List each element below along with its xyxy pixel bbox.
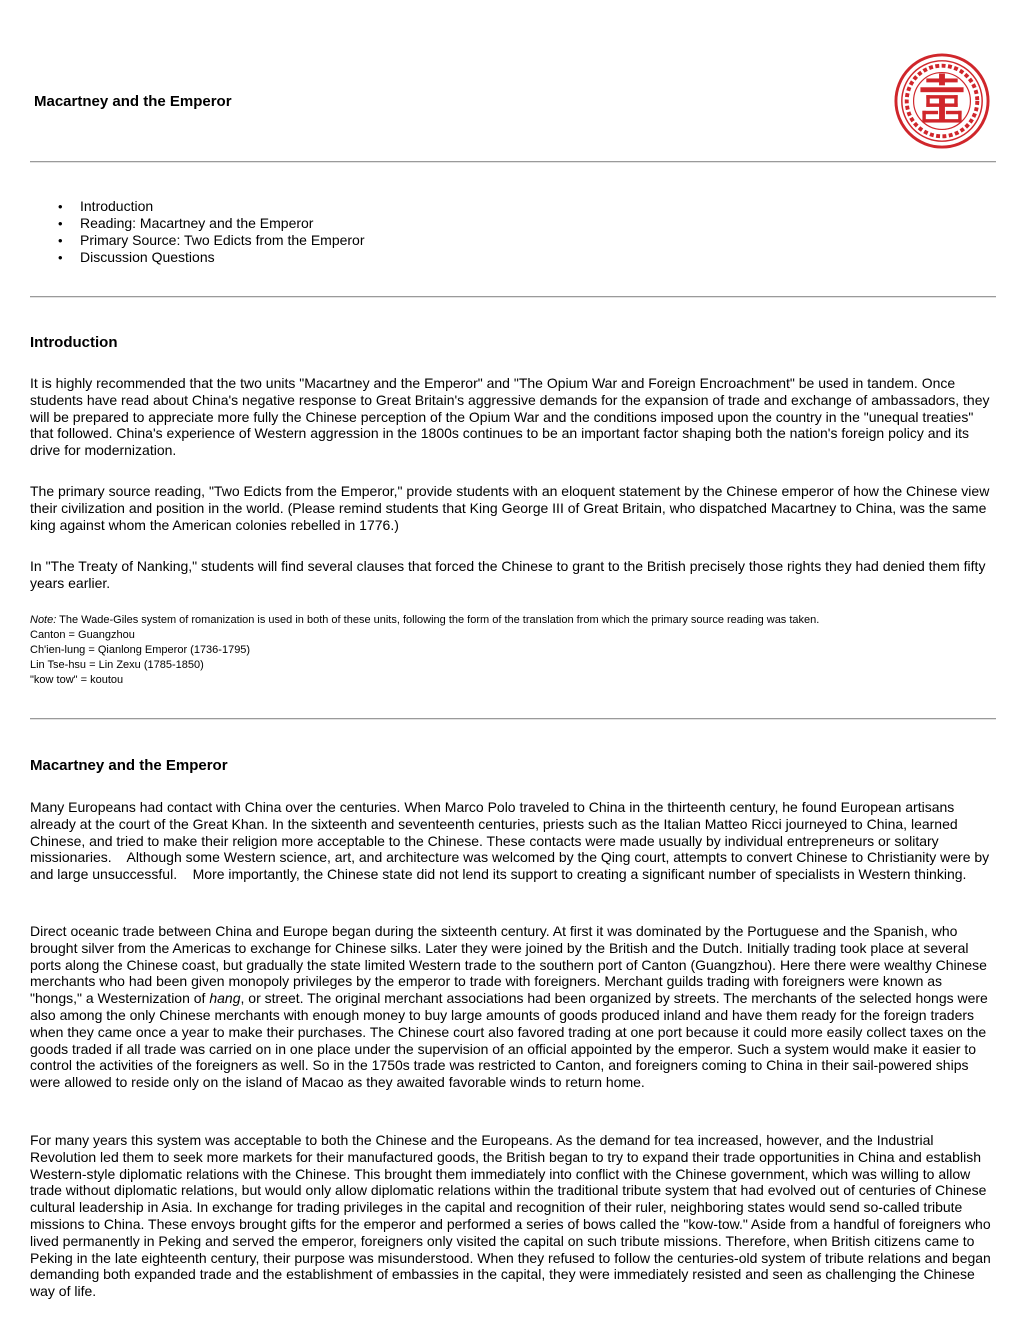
- reading-paragraph: For many years this system was acceptable to both the Chinese and the Europeans. As the demand for tea increased, however, and the Industrial Revolution led them to seek more markets for their manufactured goods, the British began to try to expand their trade opportunities in China and establish Western-style diplomatic relations with the Chinese. This brought them immediately into conflict with the Chinese government, which was willing to allow trade without diplomatic relations, but would only allow diplomatic relations within the traditional tribute system that had evolved out of centuries of Chinese cultural leadership in Asia. In exchange for trading privileges in the capital and recognition of their ruler, neighboring states would send so-called tribute missions to China. These envoys brought gifts for the emperor and performed a series of bows called the "kow-tow." Aside from a handful of foreigners who lived permanently in Peking and served the emperor, foreigners only visited the capital on such tribute missions. Therefore, when British citizens came to Peking in the late eighteenth century, their purpose was misunderstood. When they refused to follow the centuries-old system of tribute relations and began demanding both expanded trade and the establishment of embassies in the capital, they were immediately resisted and seen as challenging the Chinese way of life.: [30, 1132, 991, 1300]
- note-label: Note:: [30, 614, 57, 626]
- romanization-term: Lin Tse-hsu = Lin Zexu (1785-1850): [30, 659, 204, 671]
- romanization-note: [30, 613, 996, 688]
- introduction-heading: Introduction: [30, 334, 118, 351]
- hang-term: hang: [209, 990, 241, 1007]
- reading-text: Direct oceanic trade between China and Europe began during the sixteenth century. At first it was dominated by the Portuguese and the Spanish, who brought silver from the Americas to exchange for Chinese silks. Later they were joined by the British and the Dutch. Initially trading took place at several ports along the Chinese coast, but gradually the state limited Western trade to the southern port of Canton (Guangzhou). Here there were wealthy Chinese merchants who had been given monopoly privileges by the emperor to trade with foreigners. Merchant guilds trading with foreigners were known as "hongs," a Westernization of: [30, 923, 987, 1007]
- introduction-paragraph: It is highly recommended that the two units "Macartney and the Emperor" and "The Opium War and Foreign Encroachment" be used in tandem. Once students have read about China's negative response to Great Britain's aggressive demands for the expansion of trade and exchange of ambassadors, they will be prepared to appreciate more fully the Chinese perception of the Opium War and the conditions imposed upon the country in the "unequal treaties" that followed. China's experience of Western aggression in the 1800s continues to be an important factor shaping both the nation's foreign policy and its drive for modernization.: [30, 375, 990, 459]
- introduction-paragraph: In "The Treaty of Nanking," students will find several clauses that forced the Chinese to grant to the British precisely those rights they had denied them fifty years earlier.: [30, 558, 986, 591]
- romanization-term: Canton = Guangzhou: [30, 629, 135, 641]
- romanization-term: "kow tow" = koutou: [30, 674, 124, 686]
- reading-paragraph: Many Europeans had contact with China over the centuries. When Marco Polo traveled to China in the thirteenth century, he found European artisans already at the court of the Great Khan. In the sixteenth and seventeenth centuries, priests such as the Italian Matteo Ricci journeyed to China, learned Chinese, and tried to make their religion more acceptable to the Chinese. These contacts were made usually by individual entrepreneurs or solitary missionaries. Although some Western science, art, and architecture was welcomed by the Qing court, attempts to convert Chinese to Christianity were by and large unsuccessful. More importantly, the Chinese state did not lend its support to creating a significant number of specialists in Western thinking.: [30, 799, 994, 883]
- divider: [30, 718, 996, 720]
- divider: [30, 296, 996, 298]
- note-text: The Wade-Giles system of romanization is used in both of these units, following the form of the translation from which the primary source reading was taken.: [59, 614, 820, 626]
- toc-link-discussion-questions[interactable]: • Discussion Questions: [58, 249, 365, 266]
- reading-heading: Macartney and the Emperor: [30, 757, 228, 774]
- page-title: Macartney and the Emperor: [34, 93, 232, 110]
- introduction-paragraph: The primary source reading, "Two Edicts from the Emperor," provide students with an eloquent statement by the Chinese emperor of how the Chinese view their civilization and position in the world. (Please remind students that King George III of Great Britain, who dispatched Macartney to China, was the same king against whom the American colonies rebelled in 1776.): [30, 483, 990, 533]
- reading-text: , or street. The original merchant associations had been organized by streets. The merchants of the selected hongs were also among the only Chinese merchants with enough money to buy large amounts of goods produced inland and have them ready for the foreign traders when they came once a year to make their purchases. The Chinese court also favored trading at one port because it could more easily collect taxes on the goods traded if all trade was carried on in one place under the supervision of an official appointed by the emperor. Such a system would make it easier to control the activities of the foreigners as well. So in the 1750s trade was restricted to Canton, and foreigners coming to China in their sail-powered ships were allowed to reside only on the island of Macao as they awaited favorable winds to return home.: [30, 990, 988, 1091]
- romanization-term: Ch'ien-lung = Qianlong Emperor (1736-1795): [30, 644, 251, 656]
- toc-link-reading[interactable]: • Reading: Macartney and the Emperor: [58, 215, 365, 232]
- toc-link-primary-source[interactable]: • Primary Source: Two Edicts from the Emperor: [58, 232, 365, 249]
- toc-link-introduction[interactable]: • Introduction: [58, 198, 365, 215]
- divider: [30, 161, 996, 163]
- reading-paragraph: [30, 923, 996, 1091]
- table-of-contents: [58, 198, 365, 266]
- shou-longevity-emblem: [893, 52, 991, 150]
